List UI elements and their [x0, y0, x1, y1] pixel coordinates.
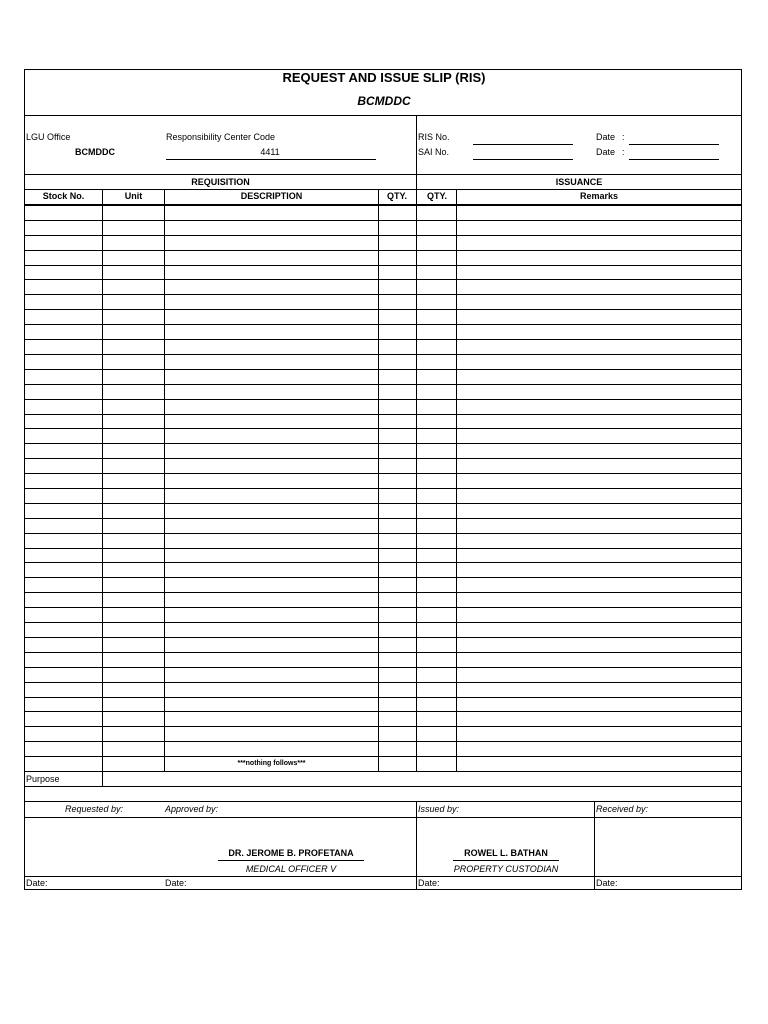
table-row-line — [25, 369, 741, 370]
table-row-line — [25, 220, 741, 221]
requested-by-label: Requested by: — [65, 804, 124, 814]
office-subtitle: BCMDDC — [357, 94, 411, 108]
table-row-line — [25, 741, 741, 742]
issuer-signature-line — [453, 860, 559, 861]
table-row-line — [25, 592, 741, 593]
date-colon-1: : — [622, 132, 625, 142]
table-row-line — [25, 414, 741, 415]
approver-name: DR. JEROME B. PROFETANA — [228, 848, 354, 858]
col-qty-requisition: QTY. — [386, 191, 407, 201]
table-row-line — [25, 339, 741, 340]
col-stock-no: Stock No. — [42, 191, 85, 201]
table-row-line — [25, 309, 741, 310]
table-row-line — [25, 756, 741, 757]
date-row-top — [25, 876, 741, 877]
date-label-2: Date — [596, 147, 616, 157]
table-row-line — [25, 488, 741, 489]
col-remarks: Remarks — [579, 191, 619, 201]
table-row-line — [25, 711, 741, 712]
date-received-label: Date: — [596, 878, 618, 888]
title-divider — [25, 115, 741, 116]
table-row-line — [25, 473, 741, 474]
table-row-line — [25, 622, 741, 623]
col-description: DESCRIPTION — [240, 191, 303, 201]
date-colon-2: : — [622, 147, 625, 157]
purpose-bottom — [25, 786, 741, 787]
date-field-2[interactable] — [629, 159, 719, 160]
table-row-line — [25, 607, 741, 608]
table-column-line — [416, 174, 417, 771]
table-row-line — [25, 682, 741, 683]
table-row-line — [25, 250, 741, 251]
table-row-line — [25, 533, 741, 534]
date-approved-label: Date: — [165, 878, 187, 888]
table-row-line — [25, 443, 741, 444]
rcc-label: Responsibility Center Code — [166, 132, 276, 142]
purpose-label: Purpose — [26, 774, 60, 784]
form-title: REQUEST AND ISSUE SLIP (RIS) — [282, 70, 486, 85]
table-column-line — [456, 189, 457, 771]
sai-no-label: SAI No. — [418, 147, 450, 157]
signature-header-bottom — [25, 817, 741, 818]
nothing-follows-note: ***nothing follows*** — [237, 760, 306, 767]
issuer-name: ROWEL L. BATHAN — [464, 848, 548, 858]
table-row-line — [25, 235, 741, 236]
table-row-line — [25, 384, 741, 385]
signature-header-top — [25, 801, 741, 802]
issued-by-label: Issued by: — [418, 804, 460, 814]
table-row-line — [25, 503, 741, 504]
table-row-line — [25, 294, 741, 295]
table-row-line — [25, 518, 741, 519]
ris-form — [24, 69, 742, 890]
col-unit: Unit — [124, 191, 143, 201]
requisition-label: REQUISITION — [191, 177, 250, 187]
sai-no-field[interactable] — [473, 159, 573, 160]
date-label-1: Date — [596, 132, 616, 142]
table-row-line — [25, 652, 741, 653]
issuer-title: PROPERTY CUSTODIAN — [453, 864, 559, 874]
table-row-line — [25, 726, 741, 727]
table-row-line — [25, 399, 741, 400]
date-requested-label: Date: — [26, 878, 48, 888]
received-by-label: Received by: — [596, 804, 649, 814]
ris-no-field[interactable] — [473, 144, 573, 145]
approver-signature-line — [218, 860, 364, 861]
issuance-label: ISSUANCE — [555, 177, 603, 187]
table-row-line — [25, 354, 741, 355]
approved-by-label: Approved by: — [165, 804, 219, 814]
table-row-line — [25, 428, 741, 429]
lgu-office-label: LGU Office — [26, 132, 71, 142]
table-column-line — [164, 189, 165, 771]
column-header-bottom — [25, 204, 741, 206]
table-row-line — [25, 265, 741, 266]
date-field-1[interactable] — [629, 144, 719, 145]
table-column-line — [102, 189, 103, 771]
table-row-line — [25, 577, 741, 578]
table-row-line — [25, 562, 741, 563]
col-qty-issuance: QTY. — [426, 191, 447, 201]
header-row-divider — [25, 189, 741, 190]
rcc-underline — [166, 159, 376, 160]
table-row-line — [25, 548, 741, 549]
section-divider — [25, 174, 741, 175]
date-issued-label: Date: — [418, 878, 440, 888]
lgu-office-value: BCMDDC — [75, 147, 115, 157]
table-row-line — [25, 324, 741, 325]
purpose-field[interactable] — [103, 771, 741, 785]
table-row-line — [25, 458, 741, 459]
table-row-line — [25, 667, 741, 668]
table-row-line — [25, 697, 741, 698]
table-row-line — [25, 637, 741, 638]
rcc-value: 4411 — [260, 147, 280, 157]
table-row-line — [25, 279, 741, 280]
ris-no-label: RIS No. — [418, 132, 450, 142]
table-column-line — [378, 189, 379, 771]
approver-title: MEDICAL OFFICER V — [245, 864, 337, 874]
